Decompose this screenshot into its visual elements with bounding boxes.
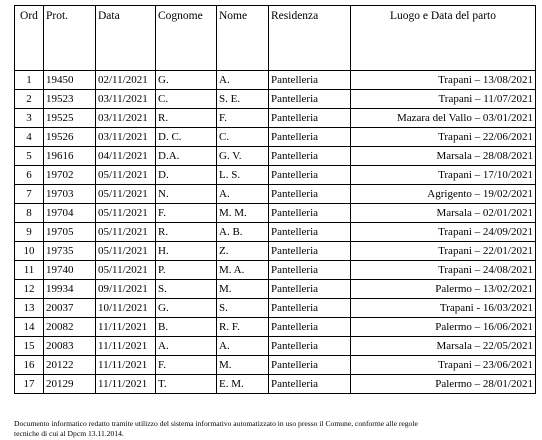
cell-luogo-data-parto: Trapani – 24/08/2021 <box>351 261 536 280</box>
cell-cognome: N. <box>156 185 217 204</box>
cell-data: 11/11/2021 <box>96 356 156 375</box>
header-luogo-data-parto: Luogo e Data del parto <box>351 6 536 71</box>
cell-data: 05/11/2021 <box>96 242 156 261</box>
cell-nome: L. S. <box>217 166 269 185</box>
cell-ord: 13 <box>15 299 44 318</box>
cell-ord: 6 <box>15 166 44 185</box>
cell-luogo-data-parto: Marsala – 02/01/2021 <box>351 204 536 223</box>
cell-residenza: Pantelleria <box>269 185 351 204</box>
cell-prot: 20129 <box>44 375 96 394</box>
table-row <box>15 204 536 223</box>
cell-ord: 10 <box>15 242 44 261</box>
cell-cognome: S. <box>156 280 217 299</box>
cell-cognome: B. <box>156 318 217 337</box>
cell-residenza: Pantelleria <box>269 375 351 394</box>
header-nome: Nome <box>217 6 269 71</box>
cell-prot: 19526 <box>44 128 96 147</box>
cell-luogo-data-parto: Marsala – 28/08/2021 <box>351 147 536 166</box>
cell-luogo-data-parto: Agrigento – 19/02/2021 <box>351 185 536 204</box>
cell-nome: M. A. <box>217 261 269 280</box>
cell-nome: G. V. <box>217 147 269 166</box>
cell-ord: 8 <box>15 204 44 223</box>
cell-residenza: Pantelleria <box>269 71 351 90</box>
cell-prot: 19934 <box>44 280 96 299</box>
header-prot: Prot. <box>44 6 96 71</box>
cell-nome: A. <box>217 71 269 90</box>
cell-nome: F. <box>217 109 269 128</box>
cell-ord: 12 <box>15 280 44 299</box>
cell-residenza: Pantelleria <box>269 90 351 109</box>
cell-residenza: Pantelleria <box>269 109 351 128</box>
cell-nome: M. M. <box>217 204 269 223</box>
table-row <box>15 261 536 280</box>
cell-ord: 2 <box>15 90 44 109</box>
cell-cognome: A. <box>156 337 217 356</box>
cell-prot: 20082 <box>44 318 96 337</box>
table-row <box>15 109 536 128</box>
cell-residenza: Pantelleria <box>269 261 351 280</box>
cell-prot: 19740 <box>44 261 96 280</box>
cell-luogo-data-parto: Trapani – 22/01/2021 <box>351 242 536 261</box>
cell-prot: 19450 <box>44 71 96 90</box>
table-row <box>15 147 536 166</box>
births-register-table <box>14 5 536 394</box>
cell-data: 05/11/2021 <box>96 261 156 280</box>
cell-nome: E. M. <box>217 375 269 394</box>
cell-nome: A. B. <box>217 223 269 242</box>
cell-cognome: T. <box>156 375 217 394</box>
cell-residenza: Pantelleria <box>269 242 351 261</box>
cell-ord: 14 <box>15 318 44 337</box>
cell-prot: 20037 <box>44 299 96 318</box>
cell-prot: 19704 <box>44 204 96 223</box>
cell-nome: Z. <box>217 242 269 261</box>
cell-data: 10/11/2021 <box>96 299 156 318</box>
cell-residenza: Pantelleria <box>269 147 351 166</box>
table-row <box>15 299 536 318</box>
cell-data: 04/11/2021 <box>96 147 156 166</box>
cell-luogo-data-parto: Marsala – 22/05/2021 <box>351 337 536 356</box>
cell-ord: 4 <box>15 128 44 147</box>
cell-cognome: F. <box>156 356 217 375</box>
cell-data: 03/11/2021 <box>96 90 156 109</box>
cell-cognome: D.A. <box>156 147 217 166</box>
table-row <box>15 90 536 109</box>
cell-cognome: G. <box>156 71 217 90</box>
cell-luogo-data-parto: Trapani – 11/07/2021 <box>351 90 536 109</box>
cell-cognome: R. <box>156 109 217 128</box>
cell-data: 03/11/2021 <box>96 109 156 128</box>
cell-data: 11/11/2021 <box>96 318 156 337</box>
table-row <box>15 223 536 242</box>
cell-residenza: Pantelleria <box>269 318 351 337</box>
cell-residenza: Pantelleria <box>269 204 351 223</box>
cell-luogo-data-parto: Trapani – 17/10/2021 <box>351 166 536 185</box>
cell-ord: 9 <box>15 223 44 242</box>
header-data: Data <box>96 6 156 71</box>
cell-data: 09/11/2021 <box>96 280 156 299</box>
cell-data: 03/11/2021 <box>96 128 156 147</box>
footnote-line-1: Documento informatico redatto tramite utilizzo del sistema informativo automatizzato in uso presso il Comune, conforme alle regole <box>14 419 418 428</box>
cell-cognome: R. <box>156 223 217 242</box>
cell-luogo-data-parto: Trapani - 16/03/2021 <box>351 299 536 318</box>
cell-data: 11/11/2021 <box>96 337 156 356</box>
cell-prot: 19525 <box>44 109 96 128</box>
cell-cognome: C. <box>156 90 217 109</box>
cell-ord: 5 <box>15 147 44 166</box>
cell-ord: 11 <box>15 261 44 280</box>
table-row <box>15 128 536 147</box>
cell-residenza: Pantelleria <box>269 337 351 356</box>
cell-residenza: Pantelleria <box>269 356 351 375</box>
header-ord: Ord <box>15 6 44 71</box>
cell-cognome: H. <box>156 242 217 261</box>
cell-data: 05/11/2021 <box>96 185 156 204</box>
cell-nome: A. <box>217 337 269 356</box>
cell-cognome: G. <box>156 299 217 318</box>
table-row <box>15 185 536 204</box>
table-row <box>15 318 536 337</box>
header-cognome: Cognome <box>156 6 217 71</box>
cell-residenza: Pantelleria <box>269 280 351 299</box>
cell-data: 05/11/2021 <box>96 204 156 223</box>
cell-prot: 19703 <box>44 185 96 204</box>
table-row <box>15 356 536 375</box>
cell-ord: 17 <box>15 375 44 394</box>
table-row <box>15 375 536 394</box>
table-row <box>15 242 536 261</box>
cell-nome: S. E. <box>217 90 269 109</box>
cell-luogo-data-parto: Trapani – 24/09/2021 <box>351 223 536 242</box>
cell-luogo-data-parto: Trapani – 22/06/2021 <box>351 128 536 147</box>
cell-prot: 20122 <box>44 356 96 375</box>
cell-cognome: D. <box>156 166 217 185</box>
cell-data: 05/11/2021 <box>96 223 156 242</box>
cell-residenza: Pantelleria <box>269 223 351 242</box>
table-row <box>15 337 536 356</box>
cell-nome: M. <box>217 356 269 375</box>
cell-prot: 19702 <box>44 166 96 185</box>
cell-ord: 7 <box>15 185 44 204</box>
cell-data: 11/11/2021 <box>96 375 156 394</box>
cell-luogo-data-parto: Palermo – 16/06/2021 <box>351 318 536 337</box>
cell-prot: 19705 <box>44 223 96 242</box>
cell-nome: S. <box>217 299 269 318</box>
cell-nome: C. <box>217 128 269 147</box>
cell-cognome: P. <box>156 261 217 280</box>
cell-ord: 3 <box>15 109 44 128</box>
cell-nome: A. <box>217 185 269 204</box>
cell-data: 02/11/2021 <box>96 71 156 90</box>
cell-luogo-data-parto: Palermo – 13/02/2021 <box>351 280 536 299</box>
table-header-row <box>15 6 536 71</box>
table-row <box>15 280 536 299</box>
cell-ord: 16 <box>15 356 44 375</box>
cell-residenza: Pantelleria <box>269 166 351 185</box>
cell-ord: 1 <box>15 71 44 90</box>
footnote <box>14 419 539 439</box>
cell-prot: 19616 <box>44 147 96 166</box>
cell-nome: M. <box>217 280 269 299</box>
table-body <box>15 71 536 394</box>
cell-residenza: Pantelleria <box>269 299 351 318</box>
cell-residenza: Pantelleria <box>269 128 351 147</box>
cell-nome: R. F. <box>217 318 269 337</box>
cell-data: 05/11/2021 <box>96 166 156 185</box>
cell-ord: 15 <box>15 337 44 356</box>
cell-cognome: F. <box>156 204 217 223</box>
table-row <box>15 71 536 90</box>
footnote-line-2: tecniche di cui al Dpcm 13.11.2014. <box>14 429 124 438</box>
cell-luogo-data-parto: Palermo – 28/01/2021 <box>351 375 536 394</box>
cell-prot: 19523 <box>44 90 96 109</box>
header-residenza: Residenza <box>269 6 351 71</box>
cell-prot: 19735 <box>44 242 96 261</box>
cell-luogo-data-parto: Mazara del Vallo – 03/01/2021 <box>351 109 536 128</box>
cell-luogo-data-parto: Trapani – 23/06/2021 <box>351 356 536 375</box>
table-row <box>15 166 536 185</box>
cell-prot: 20083 <box>44 337 96 356</box>
cell-cognome: D. C. <box>156 128 217 147</box>
cell-luogo-data-parto: Trapani – 13/08/2021 <box>351 71 536 90</box>
